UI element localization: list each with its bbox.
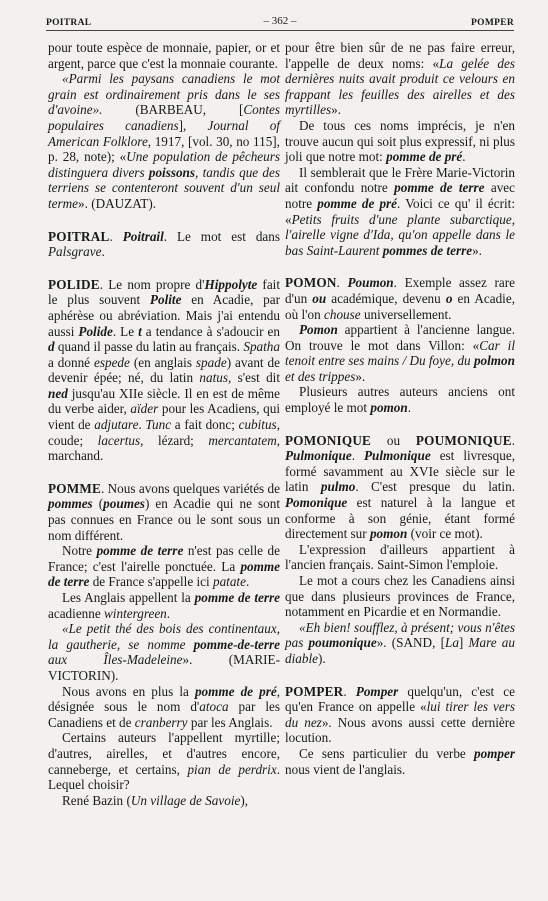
- headword: POMON: [285, 275, 337, 291]
- paragraph: Ce sens particulier du verbe pomper nous vient de l'anglais.: [285, 745, 515, 777]
- paragraph: Plusieurs autres auteurs anciens ont employé le mot pomon.: [285, 384, 515, 416]
- headword: POMME: [48, 480, 102, 496]
- entry-pomon: POMON. Poumon. Exemple assez rare d'un ou académique, devenu o en Acadie, où l'on chouse universellement.: [285, 275, 515, 322]
- header-last-entry: POMPER: [471, 18, 514, 28]
- paragraph: Nous avons en plus la pomme de pré, désignée sous le nom d'atoca par les Canadiens et de cranberry par les Anglais.: [48, 683, 280, 730]
- page-header: [46, 14, 514, 31]
- entry-poitral: POITRAL. Poitrail. Le mot est dans Palsgrave.: [48, 228, 281, 260]
- paragraph: Le mot a cours chez les Canadiens ainsi que dans plusieurs provinces de France, notamment en Picardie et en Normandie.: [285, 573, 515, 620]
- headword: POITRAL: [48, 228, 110, 244]
- citation-paragraph: «Parmi les paysans canadiens le mot grain est ordinairement pris dans le ses d'avoine». (BARBEAU, [Contes populaires canadiens], Journal of American Folklore, 1917, [vol. 30, no 115], p. 28, note); «Une population de pêcheurs distinguera divers poissons, tandis que des terriens se contenteront souvent d'un seul terme». (DAUZAT).: [48, 71, 280, 211]
- paragraph: pour toute espèce de monnaie, papier, or et argent, parce que c'est la monnaie courante.: [48, 40, 280, 71]
- left-column: [48, 40, 280, 808]
- citation-paragraph: «Le petit thé des bois des continentaux, la gautherie, se nomme pomme-de-terre aux Îles-Madeleine». (MARIE-VICTORIN).: [48, 621, 280, 683]
- citation-paragraph: pour être bien sûr de ne pas faire erreur, l'appelle de deux noms: «La gelée des dernières nuits avait produit ce velours en frappant les feuilles des airelles et des myrtilles».: [285, 40, 515, 118]
- right-column: [285, 40, 515, 777]
- headword: POLIDE: [48, 276, 100, 292]
- paragraph: L'expression d'ailleurs appartient à l'ancien français. Saint-Simon l'emploie.: [285, 541, 515, 573]
- entry-pomme: POMME. Nous avons quelques variétés de pommes (poumes) en Acadie qui ne sont pas connues en France ou le sont sous un nom différent.: [48, 480, 280, 543]
- paragraph: Les Anglais appellent la pomme de terre acadienne wintergreen.: [48, 590, 281, 621]
- paragraph: Il semblerait que le Frère Marie-Victorin ait confondu notre pomme de terre avec notre pomme de pré. Voici ce qu' il écrit: «Petits fruits d'une plante subarctique, l'airelle vigne d'Ida, qu'on appelle dans le bas Saint-Laurent pommes de terre».: [285, 164, 515, 258]
- paragraph: Pomon appartient à l'ancienne langue. On trouve le mot dans Villon: «Car il tenoit entre ses mains / Du foye, du polmon et des trippes».: [285, 322, 515, 384]
- header-first-entry: POITRAL: [46, 18, 92, 28]
- headword: POMPER: [285, 683, 344, 699]
- entry-pomonique: POMONIQUE ou POUMONIQUE. Pulmonique. Pulmonique est livresque, formé savamment au XVIe siècle sur le latin pulmo. C'est presque du latin. Pomonique est naturel à la langue et conforme à son génie, étant formé directement sur pomon (voir ce mot).: [285, 432, 515, 542]
- paragraph: René Bazin (Un village de Savoie),: [62, 792, 249, 808]
- paragraph: De tous ces noms imprécis, je n'en trouve aucun qui soit plus expressif, ni plus joli que notre mot: pomme de pré.: [285, 117, 515, 165]
- paragraph: Certains auteurs l'appellent myrtille; d'autres, airelles, et d'autres encore, canneberge, et certains, pian de perdrix. Lequel choisir?: [48, 730, 280, 793]
- page-number: – 362 –: [263, 15, 297, 27]
- paragraph: Notre pomme de terre n'est pas celle de France; c'est l'airelle ponctuée. La pomme de terre de France s'appelle ici patate.: [48, 543, 280, 590]
- headword: POMONIQUE: [285, 432, 372, 448]
- entry-pomper: POMPER. Pomper quelqu'un, c'est ce qu'en France on appelle «lui tirer les vers du nez». Nous avons aussi cette dernière locution.: [285, 683, 516, 746]
- citation-paragraph: «Eh bien! soufflez, à présent; vous n'êtes pas poumonique». (SAND, [La] Mare au diable).: [285, 619, 515, 666]
- entry-polide: POLIDE. Le nom propre d'Hippolyte fait le plus souvent Polite en Acadie, par aphérèse ou abréviation. Mais j'ai entendu aussi Polide. Le t a tendance à s'adoucir en d quand il passe du latin au français. Spatha a donné espede (en anglais spade) avant de devenir épée; né, du latin natus, s'est dit ned jusqu'au XIIe siècle. Il en est de même du verbe aider, aïder pour les Acadiens, qui vient de adjutare. Tunc a fait donc; cubitus, coude; lacertus, lézard; mercantatem, marchand.: [48, 276, 281, 464]
